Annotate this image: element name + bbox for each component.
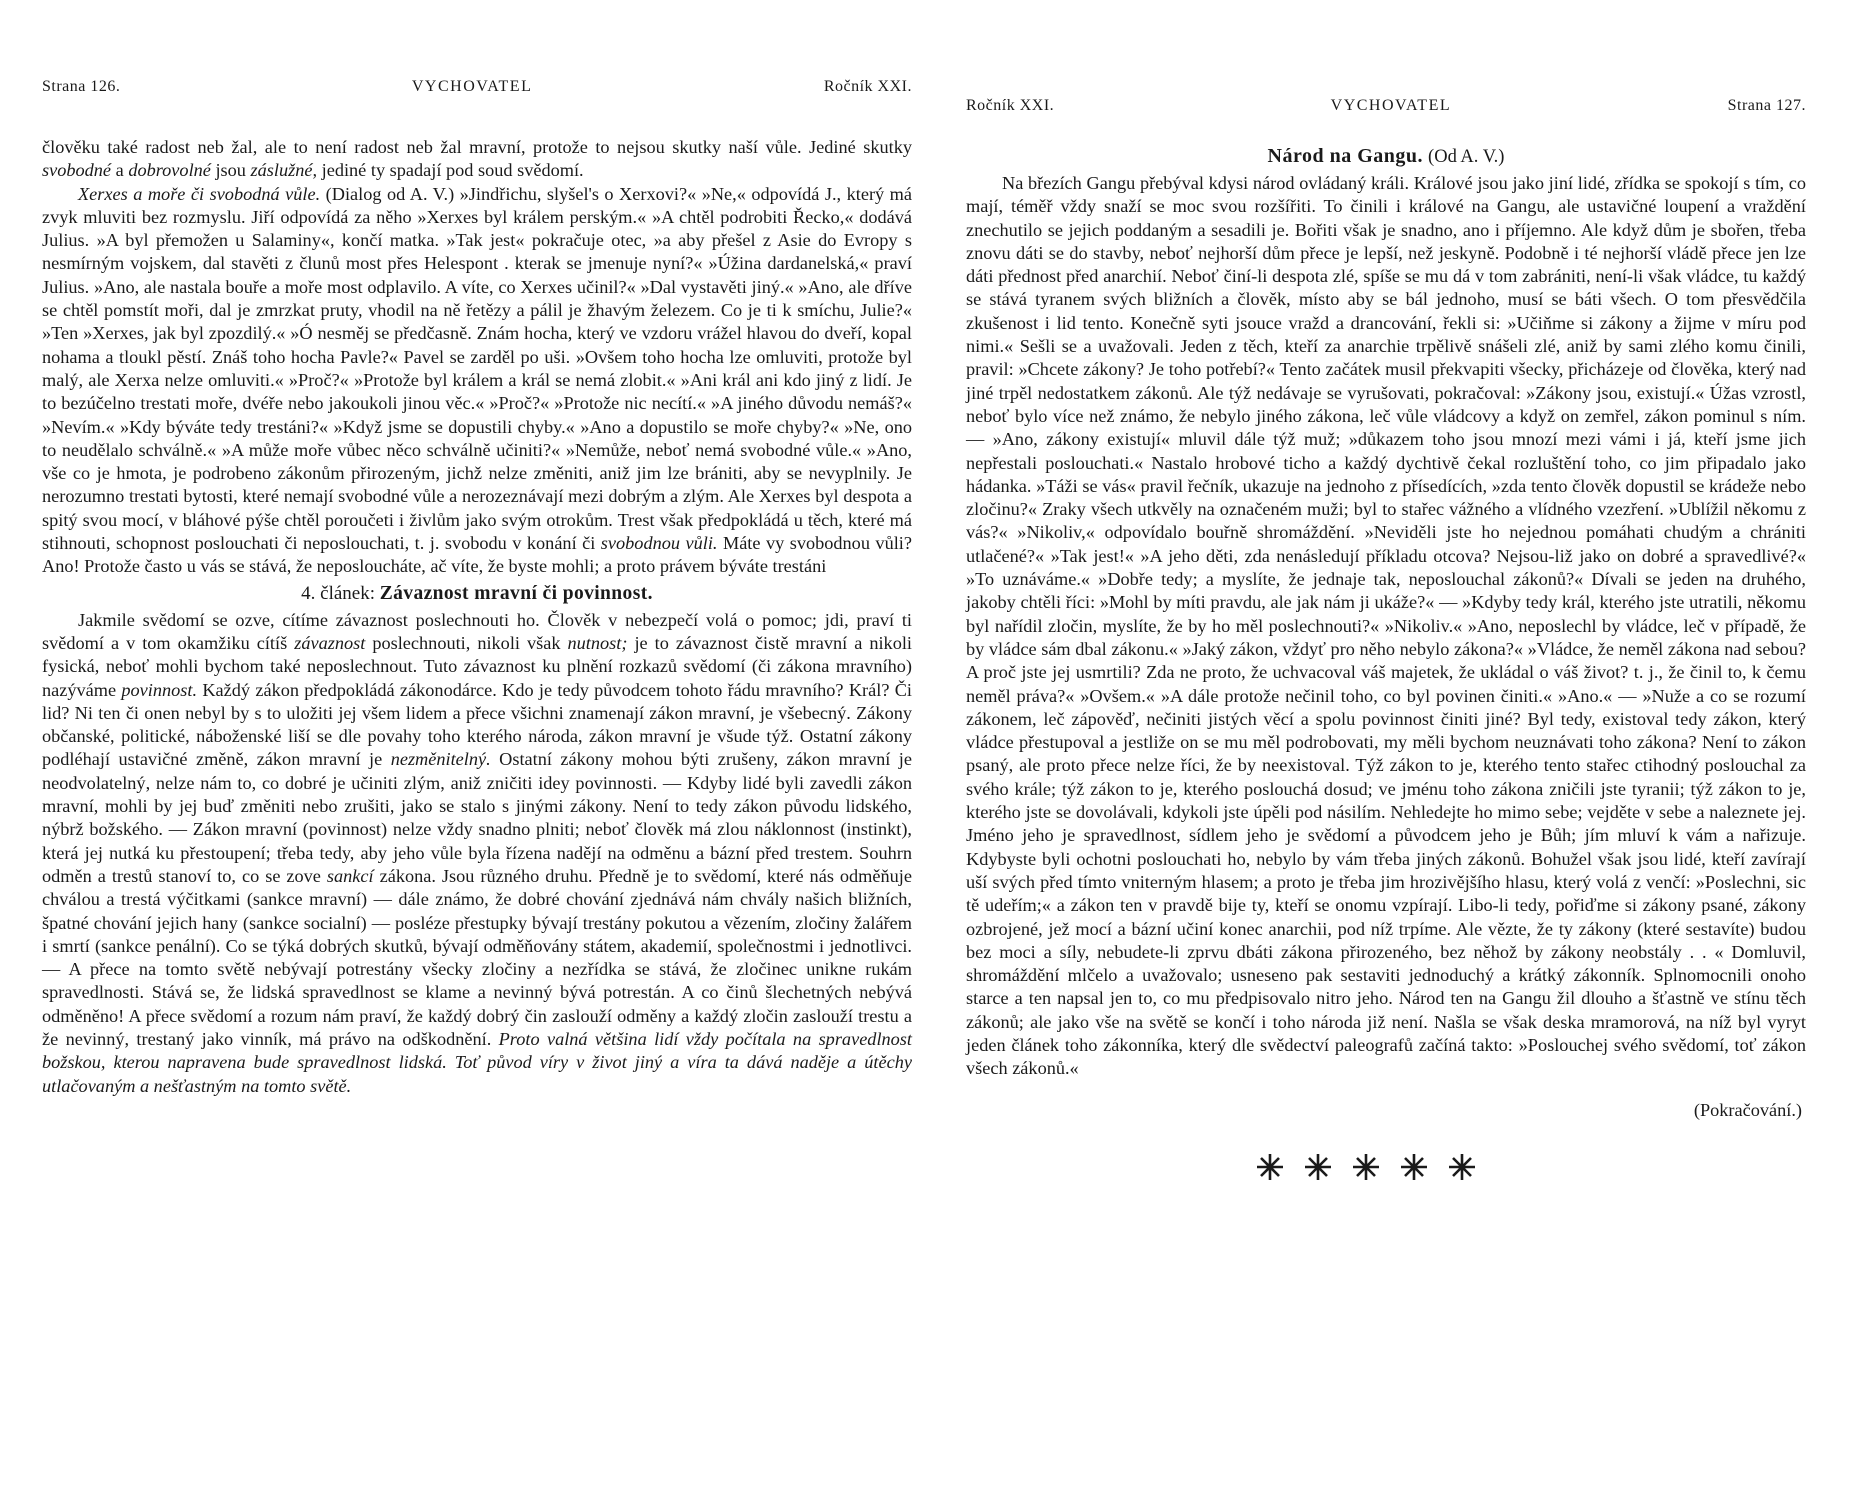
ornament-star-icon <box>1351 1152 1381 1182</box>
paragraph-xerxes-dialog: Xerxes a moře či svobodná vůle. (Dialog od A. V.) »Jindřichu, slyšel's o Xerxovi?« »Ne,« odpovídá J., který má zvyk mluviti bez rozmyslu. Jiří odpovídá za něho »Xerxes byl králem perským.« »A chtěl podrobiti Řecko,« dodává Julius. »A byl přemožen u Salaminy«, končí matka. »Tak jest« pokračuje otec, »a aby přešel z Asie do Evropy s nesmírným vojskem, dal stavěti z člunů most přes Helespont . kterak se jmenuje nyní?« »Úžina dardanelská,« praví Julius. »Ano, ale nastala bouře a moře most odplavilo. A víte, co Xerxes učinil?« »Dal vystavěti jiný.« »Ano, ale dříve se chtěl pomstít moři, dal je zmrzkat pruty, vhodil na ně řetězy a pálil je žhavým železem. Co je ti k smíchu, Julie?« »Ten »Xerxes, jak byl zpozdilý.« »Ó nesměj se předčasně. Znám hocha, který ve vzdoru vrážel hlavou do dveří, kopal nohama a tloukl pěstí. Znáš toho hocha Pavle?« Pavel se zarděl po uši. »Ovšem toho hocha lze omluviti, protože byl malý, ale Xerxa nelze omluviti.« »Proč?« »Protože byl králem a král se nemá zlobit.« »Ani král ani kdo jiný z lidí. Je to bezúčelno trestati moře, dvéře nebo jakoukoli jinou věc.« »Proč?« »Protože nic necítí.« »A jiného důvodu nemáš?« »Nevím.« »Kdy býváte tedy trestáni?« »Když jsme se dopustili chyby.« »Ano a dopustilo se moře chyby?« »Ne, ono to neudělalo schválně.« »A může moře vůbec něco schválně učiniti?« »Nemůže, neboť nemá svobodné vůle.« »Ano, vše co je hmota, je podrobeno zákonům přirozeným, jichž nelze změniti, aniž jim lze brániti, aby se nevyplnily. Je nerozumno trestati bytosti, které nemají svobodné vůle a nerozeznávají mezi dobrým a zlým. Ale Xerxes byl despota a spitý svou mocí, v bláhové pýše chtěl poroučeti i živlům jako svým otrokům. Trest však předpokládá u těch, které má stihnouti, schopnost poslouchati či neposlouchati, t. j. svobodu v konání či svobodnou vůli. Máte vy svobodnou vůli? Ano! Protože často u vás se stává, že neposloucháte, ač víte, že byste mohli; a proto právem býváte trestáni <box>42 183 912 577</box>
page-number: Strana 126. <box>42 78 121 95</box>
paragraph-obligation: Jakmile svědomí se ozve, cítíme závaznost poslechnouti ho. Člověk v nebezpečí volá o pomoc; jdi, praví ti svědomí a v tom okamžiku cítíš závaznost poslechnouti, nikoli však nutnost; je to závaznost čistě mravní a nikoli fysická, neboť mohli bychom také neposlechnout. Tuto závaznost ku plnění rozkazů svědomí (či zákona mravního) nazýváme povinnost. Každý zákon předpokládá zákonodárce. Kdo je tedy původcem tohoto řádu mravního? Král? Či lid? Ni ten či onen nebyl by s to uložiti jej všem lidem a přece všichni znamenají zákon mravní, je všebecný. Zákony občanské, politické, náboženské liší se dle povahy toho kterého národa, zákon mravní je všude týž. Ostatní zákony podléhají ustavičné změně, zákon mravní je nezměnitelný. Ostatní zákony mohou býti zrušeny, zákon mravní je neodvolatelný, nelze nám to, co dobré je učiniti zlým, aniž zničiti idey povinnosti. — Kdyby lidé byli zavedli zákon mravní, mohli by jej buď změniti nebo zrušiti, jako se stalo s jinými zákony. Není to tedy zákon původu lidského, nýbrž božského. — Zákon mravní (povinnost) nelze vždy snadno plniti; neboť člověk má zlou náklonnost (instinkt), která jej nutká ku přestoupení; třeba tedy, aby jeho vůle byla řízena nadějí na odměnu a bázní před trestem. Souhrn odměn a trestů stanoví to, co se zove sankcí zákona. Jsou různého druhu. Předně je to svědomí, které nás odměňuje chválou a trestá výčitkami (sankce mravní) — dále známo, že dobré chování zjednává nám chvály našich bližních, špatné chování jejich hany (sankce socialní) — posléze přestupky bývají trestány pokutou a vězením, zločiny žalářem i smrtí (sankce penální). Co se týká dobrých skutků, bývají odměňovány státem, akademií, společnostmi i jednotlivci. — A přece na tomto světě nebývají potrestány všecky zločiny a nezřídka se stává, že zločinec unikne rukám spravedlnosti. Stává se, že lidská spravedlnost se klame a nevinný bývá potrestán. A co činů šlechetných nebývá odměněno! A přece svědomí a rozum nám praví, že každý dobrý čin zaslouží odměny a každý zločin zaslouží trestu a že nevinný, trestaný jako vinník, má právo na odškodnění. Proto valná většina lidí vždy počítala na spravedlnost božskou, kterou napravena bude spravedlnost lidská. Toť původ víry v život jiný a víra ta dává naděje a útěchy utlačovaným a nešťastným na tomto světě. <box>42 609 913 1096</box>
journal-title: VYCHOVATEL <box>411 78 533 95</box>
page-number: Strana 127. <box>1727 97 1806 114</box>
paragraph-1: člověku také radost neb žal, ale to není radost neb žal mravní, protože to nejsou skutky naší vůle. Jediné skutky svobodné a dobrovolné jsou záslužné, jediné ty spadají pod soud svědomí. <box>42 137 912 181</box>
ornament-row <box>966 1152 1766 1182</box>
section-title: Xerxes a moře či svobodná vůle. <box>78 183 321 204</box>
continued-note: (Pokračování.) <box>1693 1099 1802 1120</box>
ornament-star-icon <box>1447 1152 1477 1182</box>
right-page <box>966 0 1806 1182</box>
ornament-star-icon <box>1303 1152 1333 1182</box>
article-title: Národ na Gangu. (Od A. V.) <box>1267 145 1505 167</box>
paragraph-ganges: Na březích Gangu přebýval kdysi národ ovládaný králi. Králové jsou jako jiní lidé, zřídka se spokojí s tím, co mají, téměř vždy snaží se moc svou rozšířiti. To činili i králové na Gangu, ale ustavičné loupení a vraždění znechutilo se jejich poddaným a sesadili je. Bořiti však je snadno, ano i příjemno. Ale když dům je sbořen, třeba znovu dáti se do stavby, neboť nejhorší dům přece je lepší, než jeskyně. Podobně i té nejhorší vládě přece jen lze dáti přednost před anarchií. Neboť činí-li despota zlé, spíše se mu dá v tom zabrániti, není-li však vládce, tu každý se stává tyranem svých bližních a člověk, místo aby se bál jednoho, musí se báti všech. O tom přesvědčila zkušenost i lid tento. Konečně syti jsouce vražd a drancování, řekli si: »Učiňme si zákony a žijme v míru pod nimi.« Sešli se a uvažovali. Jeden z těch, kteří za anarchie trpělivě snášeli zlé, aniž by sami zlého komu činili, pravil: »Chcete zákony? Je toho potřebí?« Tento začátek musil překvapiti všecky, přicházeje od člověka, který nad jiné trpěl nedostatkem zákonů. Ale týž nedávaje se vyrušovati, pokračoval: »Zákony jsou, existují.« Úžas vzrostl, neboť bylo více než známo, že nebylo jiného zákona, leč vůle vládcovy a když on zemřel, zákon pominul s ním. — »Ano, zákony existují« mluvil dále týž muž; »důkazem toho jsou mnozí mezi vámi i já, kteří jsme jich nepřestali poslouchati.« Nastalo hrobové ticho a každý dychtivě čekal rozluštění toho, co jim připadalo jako hádanka. »Táži se vás« pravil řečník, ukazuje na jednoho z přísedících, »zda tento člověk dopustil se krádeže nebo zločinu?« Zraky všech utkvěly na označeném muži; byl to stařec vážného a vlídného vzezření. »Ublížil někomu z vás?« »Nikoliv,« odpovídalo bouřně shromáždění. »Neviděli jste ho nejednou pomáhati chudým a chrániti utlačené?« »Tak jest!« »A jeho děti, zda nenásledují příkladu otcova? Nejsou-liž jako on dobré a spravedlivé?« »To uznáváme.« »Dobře tedy; a myslíte, že jednaje tak, neposlouchal zákonů?« Dívali se jeden na druhého, jakoby chtěli říci: »Mohl by míti pravdu, ale jak nám ji ukáže?« — »Kdyby tedy král, kterého jste utratili, někomu byl nařídil zločin, myslíte, že by ho měl poslechnouti?« »Nikoliv.« »Ano, neposlechl by vládce, leč v případě, že by vládce sám dbal zákonu.« »Jaký zákon, vždyť pro něho nebylo zákona?« »Vládce, že neměl zákona nad sebou? A proč jste jej usmrtili? Zda ne proto, že uchvacoval váš majetek, že ukládal o váš život? t. j., že činil to, k čemu neměl práva?« »Ovšem.« »A dále protože nečinil toho, co byl povinen činiti.« »Ano.« — »Nuže a co se rozumí zákonem, leč zápověď, nečiniti jistých věcí a spolu povinnost činiti jiné? Byl tedy, existoval tedy zákon, který vládce přestupoval a jestliže on se mu měl podrobovati, my měli bychom neuznávati toho zákona? Není to zákon psaný, ale proto přece nelze říci, že by neexistoval. Týž zákon to je, kterého tento stařec ctihodný poslouchal za svého krále; týž zákon to je, kterého poslouchá dosud; ve jménu toho zákona zničili jste tyranii; týž zákon to je, kterého jste se dovolávali, kdykoli jste úpěli pod násilím. Nehledejte ho mimo sebe; vejděte v sebe a naleznete jej. Jméno jeho je spravedlnost, sídlem jeho je svědomí a původcem jeho je Bůh; jím mluví k vám a nařizuje. Kdybyste byli ochotni poslouchati ho, nebylo by vám třeba jiných zákonů. Bohužel však jsou lidé, kteří zavírají uší svých před tímto vniterným hlasem; a proto je třeba jim hrozivějšího hlasu, který volá z venčí: »Poslechni, sic tě udeřím;« a zákon ten v pravdě bije ty, kteří se onomu vzpírají. Libo-li tedy, pořiďme si zákony psané, zákony ozbrojené, jež mocí a bázní učiní konec anarchii, pod níž trpíme. Ale vězte, že ty zákony (které sestavíte) budou bez moci a síly, nebudete-li zprvu dbáti zákona přirozeného, bez něhož by zákony neobstály . . « Domluvil, shromáždění mlčelo a uvažovalo; usneseno pak sestaviti jednoduchý a krátký zákonník. Splnomocnili onoho starce a ten napsal jen to, co mu předpisovalo nitro jeho. Národ ten na Gangu žil dlouho a šťastně ve stínu těch zákonů; ale jako vše na světě se končí i toho národa již není. Našla se však deska mramorová, na níž byl vyryt jeden článek toho zákonníka, který dle svědectví paleografů začíná takto: »Poslouchej svého svědomí, toť zákon všech zákonů.« <box>966 173 1806 1079</box>
volume-label: Ročník XXI. <box>966 97 1055 114</box>
journal-title: VYCHOVATEL <box>1330 97 1452 114</box>
right-running-head <box>966 97 1806 119</box>
left-body <box>42 136 912 1098</box>
right-body <box>966 172 1806 1081</box>
ornament-star-icon <box>1399 1152 1429 1182</box>
ornament-star-icon <box>1255 1152 1285 1182</box>
volume-label: Ročník XXI. <box>823 78 912 95</box>
left-running-head <box>42 78 912 100</box>
left-page <box>42 0 912 1098</box>
chapter-heading: 4. článek: Závaznost mravní či povinnost. <box>301 582 653 604</box>
byline: (Od A. V.) <box>1428 147 1505 167</box>
